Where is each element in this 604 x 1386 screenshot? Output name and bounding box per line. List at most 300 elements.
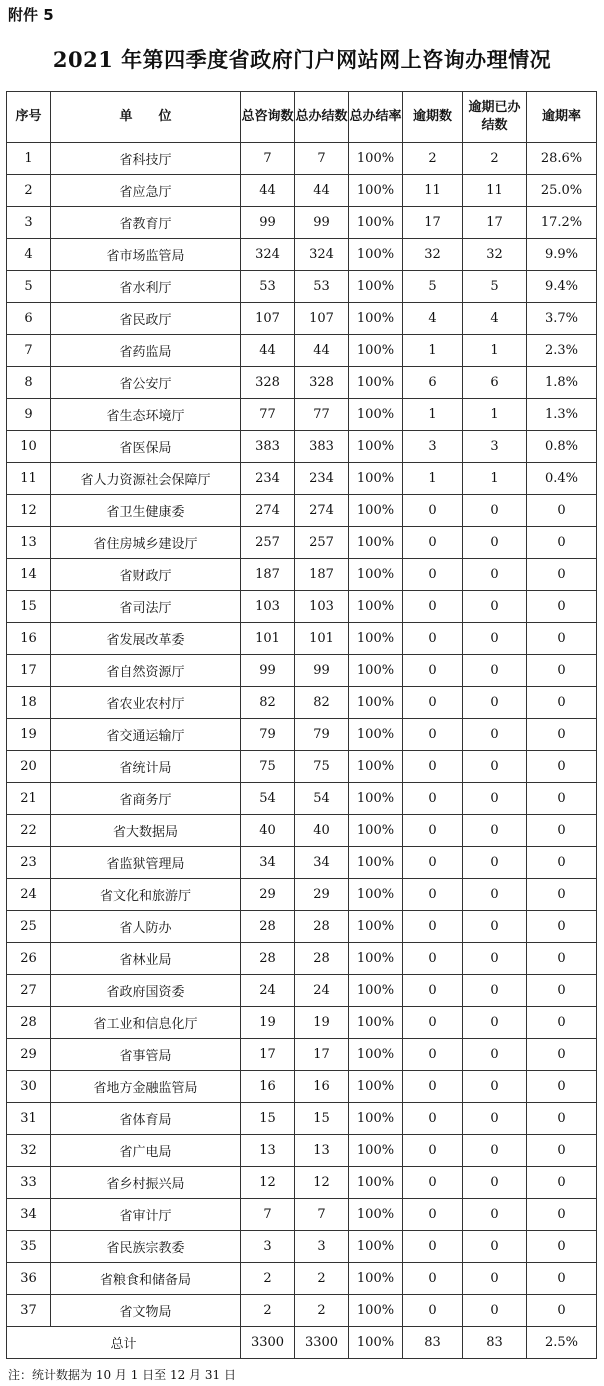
cell-index: 23 bbox=[7, 847, 51, 879]
table-row bbox=[7, 783, 597, 815]
header-overdue-rate: 逾期率 bbox=[527, 92, 597, 143]
cell-overdue-completed: 1 bbox=[463, 463, 527, 495]
cell-total-completed: 16 bbox=[295, 1071, 349, 1103]
table-row bbox=[7, 655, 597, 687]
cell-overdue-rate: 0 bbox=[527, 879, 597, 911]
cell-total-consultations: 99 bbox=[241, 655, 295, 687]
cell-completion-rate: 100% bbox=[349, 847, 403, 879]
cell-total-completed: 3 bbox=[295, 1231, 349, 1263]
cell-overdue-completed: 0 bbox=[463, 1135, 527, 1167]
table-row bbox=[7, 495, 597, 527]
cell-overdue-completed: 0 bbox=[463, 783, 527, 815]
cell-overdue: 17 bbox=[403, 207, 463, 239]
cell-total-consultations: 2 bbox=[241, 1295, 295, 1327]
cell-overdue: 0 bbox=[403, 815, 463, 847]
cell-overdue-rate: 9.9% bbox=[527, 239, 597, 271]
table-row bbox=[7, 815, 597, 847]
cell-unit: 省医保局 bbox=[51, 431, 241, 463]
cell-total-consultations: 54 bbox=[241, 783, 295, 815]
cell-total-completed: 24 bbox=[295, 975, 349, 1007]
table-row bbox=[7, 1071, 597, 1103]
cell-total-completed: 28 bbox=[295, 911, 349, 943]
cell-overdue: 6 bbox=[403, 367, 463, 399]
cell-completion-rate: 100% bbox=[349, 879, 403, 911]
cell-overdue: 0 bbox=[403, 943, 463, 975]
cell-total-consultations: 328 bbox=[241, 367, 295, 399]
cell-overdue: 0 bbox=[403, 719, 463, 751]
cell-total-consultations: 7 bbox=[241, 1199, 295, 1231]
cell-overdue-rate: 0 bbox=[527, 591, 597, 623]
cell-overdue-rate: 28.6% bbox=[527, 143, 597, 175]
cell-total-consultations: 44 bbox=[241, 335, 295, 367]
cell-index: 36 bbox=[7, 1263, 51, 1295]
cell-total-consultations: 82 bbox=[241, 687, 295, 719]
cell-overdue-rate: 0 bbox=[527, 1295, 597, 1327]
cell-total-consultations: 28 bbox=[241, 911, 295, 943]
cell-overdue-rate: 9.4% bbox=[527, 271, 597, 303]
cell-total-consultations: 13 bbox=[241, 1135, 295, 1167]
cell-index: 16 bbox=[7, 623, 51, 655]
cell-overdue: 4 bbox=[403, 303, 463, 335]
table-row bbox=[7, 399, 597, 431]
cell-unit: 省司法厅 bbox=[51, 591, 241, 623]
cell-total-completed: 103 bbox=[295, 591, 349, 623]
cell-overdue-rate: 0.8% bbox=[527, 431, 597, 463]
cell-overdue-rate: 0 bbox=[527, 1039, 597, 1071]
cell-unit: 省乡村振兴局 bbox=[51, 1167, 241, 1199]
cell-index: 1 bbox=[7, 143, 51, 175]
table-row bbox=[7, 1263, 597, 1295]
cell-overdue: 1 bbox=[403, 335, 463, 367]
cell-total-completed: 79 bbox=[295, 719, 349, 751]
cell-index: 19 bbox=[7, 719, 51, 751]
cell-overdue-completed: 0 bbox=[463, 527, 527, 559]
cell-completion-rate: 100% bbox=[349, 1199, 403, 1231]
cell-completion-rate: 100% bbox=[349, 943, 403, 975]
consultation-table bbox=[6, 91, 597, 1359]
cell-completion-rate: 100% bbox=[349, 1263, 403, 1295]
cell-unit: 省监狱管理局 bbox=[51, 847, 241, 879]
cell-total-completed: 44 bbox=[295, 335, 349, 367]
header-index: 序号 bbox=[7, 92, 51, 143]
cell-total-consultations: 101 bbox=[241, 623, 295, 655]
cell-total-completed: 40 bbox=[295, 815, 349, 847]
cell-total-completed: 328 bbox=[295, 367, 349, 399]
cell-unit: 省体育局 bbox=[51, 1103, 241, 1135]
cell-total-completed: 29 bbox=[295, 879, 349, 911]
table-row bbox=[7, 367, 597, 399]
cell-overdue: 0 bbox=[403, 1103, 463, 1135]
cell-overdue-rate: 0 bbox=[527, 783, 597, 815]
cell-unit: 省大数据局 bbox=[51, 815, 241, 847]
cell-total-consultations: 234 bbox=[241, 463, 295, 495]
cell-total-consultations: 274 bbox=[241, 495, 295, 527]
cell-index: 26 bbox=[7, 943, 51, 975]
total-row bbox=[7, 1327, 597, 1359]
cell-overdue-rate: 0 bbox=[527, 1199, 597, 1231]
cell-completion-rate: 100% bbox=[349, 1135, 403, 1167]
cell-total-consultations: 15 bbox=[241, 1103, 295, 1135]
cell-overdue-completed: 3 bbox=[463, 431, 527, 463]
cell-unit: 省科技厅 bbox=[51, 143, 241, 175]
cell-unit: 省文物局 bbox=[51, 1295, 241, 1327]
cell-completion-rate: 100% bbox=[349, 207, 403, 239]
cell-overdue-completed: 0 bbox=[463, 847, 527, 879]
table-row bbox=[7, 591, 597, 623]
cell-overdue: 0 bbox=[403, 1135, 463, 1167]
cell-total-consultations: 107 bbox=[241, 303, 295, 335]
cell-overdue-completed: 0 bbox=[463, 1039, 527, 1071]
cell-unit: 省广电局 bbox=[51, 1135, 241, 1167]
cell-total-consultations: 44 bbox=[241, 175, 295, 207]
table-row bbox=[7, 527, 597, 559]
cell-completion-rate: 100% bbox=[349, 495, 403, 527]
cell-unit: 省林业局 bbox=[51, 943, 241, 975]
cell-index: 6 bbox=[7, 303, 51, 335]
cell-overdue: 11 bbox=[403, 175, 463, 207]
cell-overdue: 0 bbox=[403, 847, 463, 879]
cell-index: 28 bbox=[7, 1007, 51, 1039]
cell-index: 13 bbox=[7, 527, 51, 559]
cell-overdue-completed: 2 bbox=[463, 143, 527, 175]
cell-overdue-rate: 25.0% bbox=[527, 175, 597, 207]
cell-total-consultations: 16 bbox=[241, 1071, 295, 1103]
cell-total-completed: 28 bbox=[295, 943, 349, 975]
cell-total-completed: 383 bbox=[295, 431, 349, 463]
attachment-label: 附件 5 bbox=[8, 6, 54, 24]
cell-overdue: 0 bbox=[403, 1295, 463, 1327]
table-row bbox=[7, 847, 597, 879]
cell-total-consultations: 2 bbox=[241, 1263, 295, 1295]
cell-index: 20 bbox=[7, 751, 51, 783]
cell-unit: 省自然资源厅 bbox=[51, 655, 241, 687]
cell-overdue-rate: 0 bbox=[527, 719, 597, 751]
cell-unit: 省住房城乡建设厅 bbox=[51, 527, 241, 559]
cell-completion-rate: 100% bbox=[349, 687, 403, 719]
cell-completion-rate: 100% bbox=[349, 303, 403, 335]
cell-total-completed: 2 bbox=[295, 1295, 349, 1327]
cell-overdue-completed: 0 bbox=[463, 1103, 527, 1135]
cell-unit: 省工业和信息化厅 bbox=[51, 1007, 241, 1039]
cell-total-consultations: 19 bbox=[241, 1007, 295, 1039]
cell-overdue-completed: 4 bbox=[463, 303, 527, 335]
cell-total-consultations: 17 bbox=[241, 1039, 295, 1071]
cell-total-consultations: 99 bbox=[241, 207, 295, 239]
cell-overdue-rate: 0 bbox=[527, 815, 597, 847]
cell-overdue: 0 bbox=[403, 1167, 463, 1199]
cell-total-consultations: 34 bbox=[241, 847, 295, 879]
table-row bbox=[7, 1103, 597, 1135]
cell-completion-rate: 100% bbox=[349, 271, 403, 303]
header-unit: 单 位 bbox=[51, 92, 241, 143]
cell-total-completed: 13 bbox=[295, 1135, 349, 1167]
cell-overdue-completed: 6 bbox=[463, 367, 527, 399]
cell-index: 29 bbox=[7, 1039, 51, 1071]
cell-overdue: 0 bbox=[403, 751, 463, 783]
cell-index: 14 bbox=[7, 559, 51, 591]
cell-unit: 省交通运输厅 bbox=[51, 719, 241, 751]
cell-overdue: 5 bbox=[403, 271, 463, 303]
cell-overdue-rate: 0 bbox=[527, 559, 597, 591]
cell-completion-rate: 100% bbox=[349, 591, 403, 623]
cell-total-completed: 75 bbox=[295, 751, 349, 783]
cell-overdue-completed: 11 bbox=[463, 175, 527, 207]
cell-overdue-rate: 0 bbox=[527, 943, 597, 975]
cell-total-completed: 17 bbox=[295, 1039, 349, 1071]
cell-index: 5 bbox=[7, 271, 51, 303]
cell-overdue-completed: 0 bbox=[463, 1167, 527, 1199]
table-row bbox=[7, 143, 597, 175]
cell-index: 18 bbox=[7, 687, 51, 719]
cell-total-completed: 274 bbox=[295, 495, 349, 527]
cell-unit: 省审计厅 bbox=[51, 1199, 241, 1231]
cell-index: 4 bbox=[7, 239, 51, 271]
cell-index: 10 bbox=[7, 431, 51, 463]
cell-overdue: 0 bbox=[403, 1231, 463, 1263]
cell-completion-rate: 100% bbox=[349, 975, 403, 1007]
cell-overdue: 0 bbox=[403, 1199, 463, 1231]
table-row bbox=[7, 687, 597, 719]
cell-total-completed: 82 bbox=[295, 687, 349, 719]
cell-overdue-rate: 0 bbox=[527, 1007, 597, 1039]
cell-unit: 省教育厅 bbox=[51, 207, 241, 239]
cell-total-completed: 19 bbox=[295, 1007, 349, 1039]
table-row bbox=[7, 559, 597, 591]
cell-overdue-rate: 0.4% bbox=[527, 463, 597, 495]
cell-overdue-completed: 0 bbox=[463, 719, 527, 751]
cell-overdue: 0 bbox=[403, 1263, 463, 1295]
cell-completion-rate: 100% bbox=[349, 1039, 403, 1071]
cell-unit: 省民政厅 bbox=[51, 303, 241, 335]
header-completion-rate: 总办结率 bbox=[349, 92, 403, 143]
cell-overdue-completed: 17 bbox=[463, 207, 527, 239]
cell-total-completed: 107 bbox=[295, 303, 349, 335]
cell-index: 27 bbox=[7, 975, 51, 1007]
cell-completion-rate: 100% bbox=[349, 751, 403, 783]
header-total-completed: 总办结数 bbox=[295, 92, 349, 143]
cell-index: 34 bbox=[7, 1199, 51, 1231]
cell-index: 7 bbox=[7, 335, 51, 367]
table-row bbox=[7, 975, 597, 1007]
cell-total-consultations: 28 bbox=[241, 943, 295, 975]
cell-index: 25 bbox=[7, 911, 51, 943]
cell-overdue-completed: 32 bbox=[463, 239, 527, 271]
cell-total-consultations: 12 bbox=[241, 1167, 295, 1199]
cell-completion-rate: 100% bbox=[349, 463, 403, 495]
cell-overdue-rate: 0 bbox=[527, 527, 597, 559]
cell-index: 15 bbox=[7, 591, 51, 623]
cell-completion-rate: 100% bbox=[349, 655, 403, 687]
header-overdue-completed: 逾期已办结数 bbox=[463, 92, 527, 143]
cell-overdue: 3 bbox=[403, 431, 463, 463]
cell-overdue-completed: 0 bbox=[463, 1007, 527, 1039]
table-row bbox=[7, 751, 597, 783]
cell-unit: 省统计局 bbox=[51, 751, 241, 783]
cell-overdue-rate: 0 bbox=[527, 1135, 597, 1167]
total-overdue-completed: 83 bbox=[463, 1327, 527, 1359]
cell-total-consultations: 24 bbox=[241, 975, 295, 1007]
cell-total-consultations: 40 bbox=[241, 815, 295, 847]
cell-overdue-completed: 0 bbox=[463, 1231, 527, 1263]
cell-unit: 省政府国资委 bbox=[51, 975, 241, 1007]
cell-overdue-completed: 0 bbox=[463, 1295, 527, 1327]
cell-total-consultations: 324 bbox=[241, 239, 295, 271]
cell-unit: 省水利厅 bbox=[51, 271, 241, 303]
cell-overdue-completed: 0 bbox=[463, 687, 527, 719]
cell-overdue-rate: 0 bbox=[527, 1071, 597, 1103]
total-label: 总计 bbox=[7, 1327, 241, 1359]
cell-overdue-completed: 0 bbox=[463, 943, 527, 975]
cell-total-completed: 34 bbox=[295, 847, 349, 879]
cell-overdue-completed: 0 bbox=[463, 1263, 527, 1295]
cell-unit: 省事管局 bbox=[51, 1039, 241, 1071]
cell-overdue: 0 bbox=[403, 495, 463, 527]
cell-index: 35 bbox=[7, 1231, 51, 1263]
cell-completion-rate: 100% bbox=[349, 559, 403, 591]
cell-unit: 省药监局 bbox=[51, 335, 241, 367]
total-total-consultations: 3300 bbox=[241, 1327, 295, 1359]
cell-index: 8 bbox=[7, 367, 51, 399]
cell-overdue: 0 bbox=[403, 527, 463, 559]
cell-unit: 省农业农村厅 bbox=[51, 687, 241, 719]
header-total-consultations: 总咨询数 bbox=[241, 92, 295, 143]
cell-completion-rate: 100% bbox=[349, 911, 403, 943]
cell-overdue-rate: 0 bbox=[527, 655, 597, 687]
cell-index: 31 bbox=[7, 1103, 51, 1135]
cell-overdue-rate: 1.8% bbox=[527, 367, 597, 399]
cell-completion-rate: 100% bbox=[349, 1103, 403, 1135]
cell-total-completed: 99 bbox=[295, 655, 349, 687]
cell-total-completed: 7 bbox=[295, 1199, 349, 1231]
cell-overdue: 0 bbox=[403, 559, 463, 591]
cell-index: 9 bbox=[7, 399, 51, 431]
table-row bbox=[7, 239, 597, 271]
header-overdue: 逾期数 bbox=[403, 92, 463, 143]
total-overdue-rate: 2.5% bbox=[527, 1327, 597, 1359]
cell-overdue-completed: 0 bbox=[463, 591, 527, 623]
cell-overdue: 0 bbox=[403, 975, 463, 1007]
cell-completion-rate: 100% bbox=[349, 623, 403, 655]
table-header-row bbox=[7, 92, 597, 143]
cell-total-completed: 44 bbox=[295, 175, 349, 207]
cell-overdue: 0 bbox=[403, 1039, 463, 1071]
cell-total-completed: 77 bbox=[295, 399, 349, 431]
table-row bbox=[7, 623, 597, 655]
total-total-completed: 3300 bbox=[295, 1327, 349, 1359]
cell-overdue-rate: 2.3% bbox=[527, 335, 597, 367]
cell-overdue-rate: 0 bbox=[527, 751, 597, 783]
cell-overdue: 0 bbox=[403, 687, 463, 719]
table-row bbox=[7, 335, 597, 367]
cell-index: 17 bbox=[7, 655, 51, 687]
cell-completion-rate: 100% bbox=[349, 431, 403, 463]
cell-overdue-completed: 1 bbox=[463, 335, 527, 367]
cell-unit: 省发展改革委 bbox=[51, 623, 241, 655]
cell-total-completed: 257 bbox=[295, 527, 349, 559]
cell-index: 11 bbox=[7, 463, 51, 495]
cell-total-completed: 324 bbox=[295, 239, 349, 271]
cell-overdue-rate: 0 bbox=[527, 623, 597, 655]
cell-index: 22 bbox=[7, 815, 51, 847]
cell-unit: 省人力资源社会保障厅 bbox=[51, 463, 241, 495]
cell-completion-rate: 100% bbox=[349, 1007, 403, 1039]
cell-index: 12 bbox=[7, 495, 51, 527]
table-row bbox=[7, 1295, 597, 1327]
cell-overdue-completed: 0 bbox=[463, 623, 527, 655]
cell-overdue-rate: 0 bbox=[527, 1103, 597, 1135]
cell-index: 3 bbox=[7, 207, 51, 239]
cell-total-completed: 12 bbox=[295, 1167, 349, 1199]
cell-total-completed: 15 bbox=[295, 1103, 349, 1135]
cell-completion-rate: 100% bbox=[349, 399, 403, 431]
cell-completion-rate: 100% bbox=[349, 335, 403, 367]
table-row bbox=[7, 1135, 597, 1167]
cell-overdue-rate: 0 bbox=[527, 975, 597, 1007]
cell-total-consultations: 383 bbox=[241, 431, 295, 463]
cell-overdue: 1 bbox=[403, 399, 463, 431]
cell-overdue-completed: 0 bbox=[463, 495, 527, 527]
cell-total-completed: 53 bbox=[295, 271, 349, 303]
cell-overdue-completed: 0 bbox=[463, 975, 527, 1007]
cell-overdue-completed: 5 bbox=[463, 271, 527, 303]
table-row bbox=[7, 719, 597, 751]
cell-overdue-completed: 0 bbox=[463, 815, 527, 847]
cell-overdue-completed: 0 bbox=[463, 751, 527, 783]
cell-total-consultations: 103 bbox=[241, 591, 295, 623]
cell-overdue-rate: 0 bbox=[527, 687, 597, 719]
footnote: 注：统计数据为 10 月 1 日至 12 月 31 日 bbox=[8, 1368, 236, 1382]
cell-total-consultations: 77 bbox=[241, 399, 295, 431]
cell-overdue: 0 bbox=[403, 623, 463, 655]
cell-overdue-rate: 0 bbox=[527, 1231, 597, 1263]
cell-index: 2 bbox=[7, 175, 51, 207]
cell-unit: 省卫生健康委 bbox=[51, 495, 241, 527]
cell-index: 24 bbox=[7, 879, 51, 911]
cell-index: 21 bbox=[7, 783, 51, 815]
total-completion-rate: 100% bbox=[349, 1327, 403, 1359]
cell-overdue-completed: 1 bbox=[463, 399, 527, 431]
cell-unit: 省商务厅 bbox=[51, 783, 241, 815]
table-row bbox=[7, 303, 597, 335]
table-row bbox=[7, 879, 597, 911]
cell-total-consultations: 79 bbox=[241, 719, 295, 751]
cell-overdue-completed: 0 bbox=[463, 1199, 527, 1231]
cell-overdue: 0 bbox=[403, 1007, 463, 1039]
cell-completion-rate: 100% bbox=[349, 239, 403, 271]
cell-overdue-rate: 0 bbox=[527, 911, 597, 943]
cell-total-completed: 187 bbox=[295, 559, 349, 591]
cell-unit: 省文化和旅游厅 bbox=[51, 879, 241, 911]
cell-unit: 省生态环境厅 bbox=[51, 399, 241, 431]
table-row bbox=[7, 1199, 597, 1231]
cell-total-completed: 101 bbox=[295, 623, 349, 655]
page-title: 2021 年第四季度省政府门户网站网上咨询办理情况 bbox=[52, 47, 552, 72]
table-row bbox=[7, 463, 597, 495]
cell-unit: 省应急厅 bbox=[51, 175, 241, 207]
cell-completion-rate: 100% bbox=[349, 719, 403, 751]
cell-total-completed: 99 bbox=[295, 207, 349, 239]
cell-overdue-rate: 0 bbox=[527, 1263, 597, 1295]
cell-overdue: 0 bbox=[403, 879, 463, 911]
cell-total-consultations: 257 bbox=[241, 527, 295, 559]
cell-overdue: 32 bbox=[403, 239, 463, 271]
cell-overdue: 0 bbox=[403, 911, 463, 943]
table-row bbox=[7, 1039, 597, 1071]
table-row bbox=[7, 1167, 597, 1199]
cell-overdue: 0 bbox=[403, 591, 463, 623]
cell-overdue: 0 bbox=[403, 1071, 463, 1103]
cell-index: 32 bbox=[7, 1135, 51, 1167]
